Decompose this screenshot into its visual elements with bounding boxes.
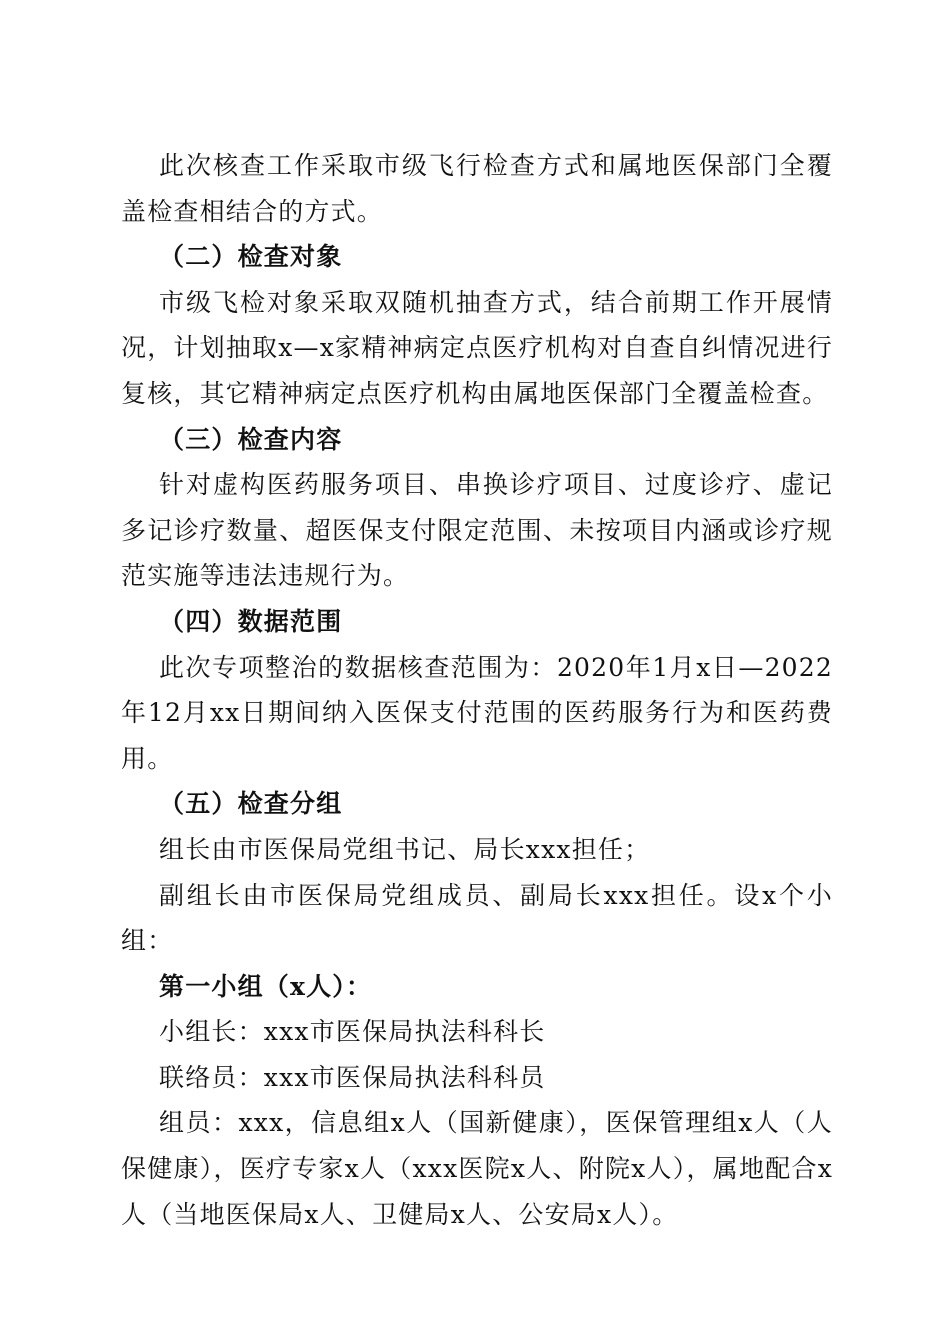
paragraph-inspection-targets: 市级飞检对象采取双随机抽查方式，结合前期工作开展情况，计划抽取x—x家精神病定点医疗机构对自查自纠情况进行复核，其它精神病定点医疗机构由属地医保部门全覆盖检查。 bbox=[121, 287, 833, 408]
heading-data-scope: （四）数据范围 bbox=[159, 606, 343, 636]
heading-inspection-content: （三）检查内容 bbox=[159, 424, 343, 454]
paragraph-inspection-method: 此次核查工作采取市级飞行检查方式和属地医保部门全覆盖检查相结合的方式。 bbox=[121, 151, 833, 226]
paragraph-group-leader: 组长由市医保局党组书记、局长xxx担任； bbox=[159, 834, 651, 864]
heading-inspection-targets: （二）检查对象 bbox=[159, 242, 343, 272]
paragraph-members: 组员：xxx，信息组x人（国新健康），医保管理组x人（人保健康），医疗专家x人（xxx医院x人、附院x人），属地配合x人（当地医保局x人、卫健局x人、公安局x人）。 bbox=[121, 1108, 833, 1229]
paragraph-deputy-leader: 副组长由市医保局党组成员、副局长xxx担任。设x个小组： bbox=[121, 880, 833, 956]
paragraph-data-scope: 此次专项整治的数据核查范围为：2020年1月x日—2022年12月xx日期间纳入医保支付范围的医药服务行为和医药费用。 bbox=[121, 652, 833, 773]
heading-first-subgroup: 第一小组（x人）： bbox=[159, 971, 373, 1001]
paragraph-liaison: 联络员：xxx市医保局执法科科员 bbox=[159, 1062, 546, 1092]
document-body bbox=[121, 143, 833, 1237]
heading-inspection-groups: （五）检查分组 bbox=[159, 789, 343, 819]
paragraph-inspection-content: 针对虚构医药服务项目、串换诊疗项目、过度诊疗、虚记多记诊疗数量、超医保支付限定范围、未按项目内涵或诊疗规范实施等违法违规行为。 bbox=[121, 470, 833, 591]
paragraph-subgroup-leader: 小组长：xxx市医保局执法科科长 bbox=[159, 1017, 546, 1047]
